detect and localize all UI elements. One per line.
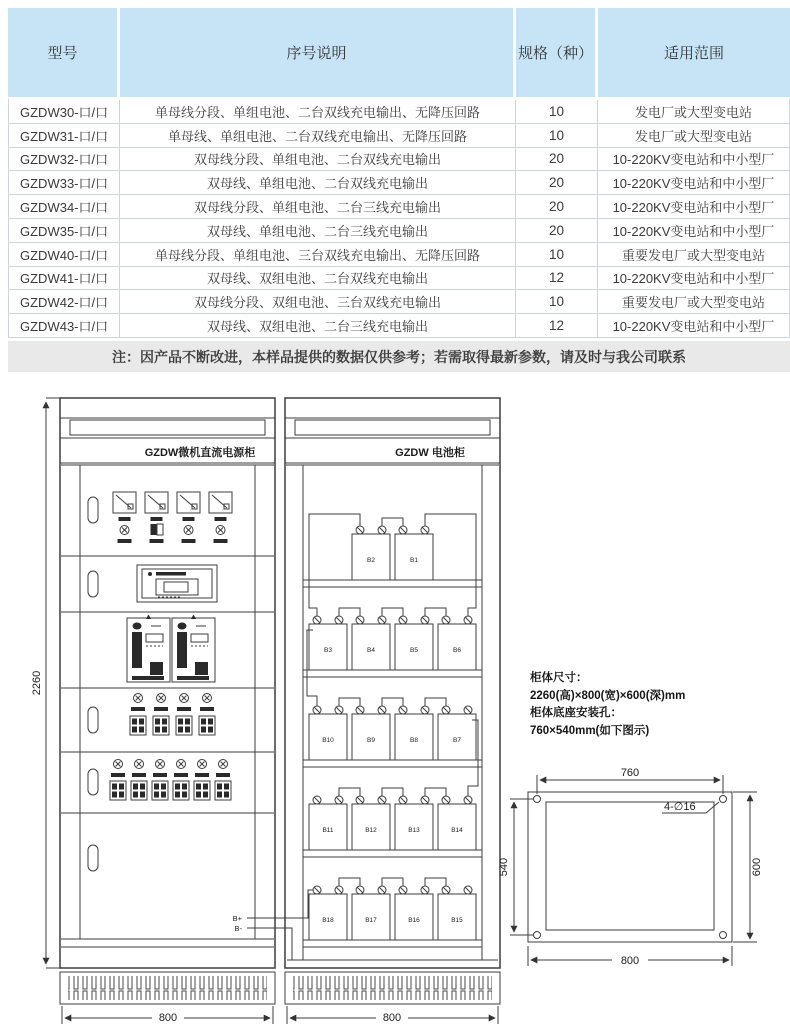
mount-left-dim-label: 540 bbox=[498, 857, 510, 877]
vent-grille bbox=[70, 420, 265, 435]
col-header-range: 适用范围 bbox=[598, 8, 790, 97]
note-bar: 注：因产品不断改进，本样品提供的数据仅供参考；若需取得最新参数，请及时与我公司联系 bbox=[8, 341, 790, 372]
cell-model: GZDW41-口/口 bbox=[9, 267, 120, 290]
mount-hole bbox=[534, 932, 541, 939]
cell-range: 10-220KV变电站和中小型厂 bbox=[612, 223, 775, 239]
cell-spec: 10 bbox=[516, 290, 598, 313]
cell-description: 双母线、双组电池、二台三线充电输出 bbox=[120, 314, 516, 337]
battery-label: B12 bbox=[365, 827, 377, 834]
cell-description: 双母线分段、双组电池、三台双线充电输出 bbox=[120, 290, 516, 313]
battery-shelf bbox=[309, 878, 476, 940]
battery-label: B5 bbox=[410, 647, 418, 654]
cell-range: 10-220KV变电站和中小型厂 bbox=[612, 176, 775, 192]
battery-shelf bbox=[309, 608, 476, 670]
cell-spec: 20 bbox=[516, 219, 598, 242]
mount-bottom-dim-label: 800 bbox=[620, 955, 640, 967]
mount-top-dim-label: 760 bbox=[620, 767, 640, 779]
door-handle bbox=[88, 769, 98, 795]
cell-description: 双母线、双组电池、二台双线充电输出 bbox=[120, 267, 516, 290]
cabinet-height-dimension bbox=[31, 398, 60, 968]
mount-hole bbox=[534, 796, 541, 803]
width-dim-label: 800 bbox=[158, 1012, 178, 1024]
bminus-label: B- bbox=[234, 924, 242, 933]
col-header-description: 序号说明 bbox=[120, 8, 516, 97]
battery-label: B4 bbox=[367, 647, 375, 654]
battery-label: B16 bbox=[408, 917, 420, 924]
cell-model: GZDW30-口/口 bbox=[9, 100, 120, 123]
cell-spec: 20 bbox=[516, 171, 598, 194]
bplus-label: B+ bbox=[232, 914, 242, 923]
cell-spec: 10 bbox=[516, 100, 598, 123]
cell-model: GZDW40-口/口 bbox=[9, 243, 120, 266]
feeder-row-6 bbox=[110, 760, 231, 801]
mount-hole bbox=[720, 932, 727, 939]
cell-range: 重要发电厂或大型变电站 bbox=[621, 247, 765, 263]
cell-model: GZDW31-口/口 bbox=[9, 124, 120, 147]
height-dim-label: 2260 bbox=[31, 670, 43, 696]
battery-label: B8 bbox=[410, 737, 418, 744]
battery-label: B13 bbox=[408, 827, 420, 834]
base-vent bbox=[68, 976, 267, 1000]
cabinet-technical-drawing bbox=[0, 390, 790, 1036]
cell-spec: 10 bbox=[516, 124, 598, 147]
table-row bbox=[9, 148, 789, 172]
battery-shelf-boards bbox=[287, 580, 498, 960]
vent-grille bbox=[295, 420, 490, 435]
left-width-dimension bbox=[62, 1006, 273, 1024]
battery-label: B9 bbox=[367, 737, 375, 744]
cell-range: 10-220KV变电站和中小型厂 bbox=[612, 319, 775, 335]
cell-description: 双母线分段、单组电池、二台双线充电输出 bbox=[120, 148, 516, 171]
feeder-row-4 bbox=[130, 694, 215, 736]
cell-range: 重要发电厂或大型变电站 bbox=[621, 295, 765, 311]
table-row bbox=[9, 267, 789, 291]
col-header-spec: 规格（种） bbox=[516, 8, 598, 97]
cell-description: 单母线、单组电池、二台双线充电输出、无降压回路 bbox=[120, 124, 516, 147]
power-cabinet-title: GZDW微机直流电源柜 bbox=[144, 447, 256, 459]
annotation-line: 2260(高)×800(宽)×600(深)mm bbox=[530, 689, 686, 702]
annotation-line: 柜体底座安装孔： bbox=[530, 707, 622, 719]
cell-description: 双母线分段、单组电池、二台三线充电输出 bbox=[120, 195, 516, 218]
battery-shelf bbox=[352, 518, 433, 580]
cell-model: GZDW43-口/口 bbox=[9, 314, 120, 337]
battery-label: B1 bbox=[410, 557, 418, 564]
cell-model: GZDW34-口/口 bbox=[9, 195, 120, 218]
mounting-hole-diagram bbox=[498, 767, 763, 967]
door-handle bbox=[88, 845, 98, 871]
table-row bbox=[9, 100, 789, 124]
battery-label: B6 bbox=[453, 647, 461, 654]
battery-string-wiring bbox=[307, 514, 478, 796]
table-body bbox=[8, 97, 790, 338]
right-width-dimension bbox=[287, 1006, 498, 1024]
battery-label: B18 bbox=[322, 917, 334, 924]
cell-model: GZDW42-口/口 bbox=[9, 290, 120, 313]
cell-range: 10-220KV变电站和中小型厂 bbox=[612, 200, 775, 216]
mount-hole bbox=[720, 796, 727, 803]
cell-description: 双母线、单组电池、二台三线充电输出 bbox=[120, 219, 516, 242]
monitor-unit bbox=[137, 565, 217, 602]
battery-label: B2 bbox=[367, 557, 375, 564]
table-row bbox=[9, 219, 789, 243]
cell-range: 10-220KV变电站和中小型厂 bbox=[612, 271, 775, 287]
battery-label: B7 bbox=[453, 737, 461, 744]
battery-label: B3 bbox=[324, 647, 332, 654]
mount-right-dim-label: 600 bbox=[751, 857, 763, 877]
battery-shelf bbox=[309, 788, 476, 850]
battery-cabinet-drawing bbox=[285, 398, 500, 1004]
battery-cabinet-title: GZDW 电池柜 bbox=[395, 447, 465, 459]
annotation-line: 柜体尺寸： bbox=[530, 672, 588, 684]
meter-panel bbox=[113, 492, 232, 543]
cell-spec: 20 bbox=[516, 195, 598, 218]
battery-label: B10 bbox=[322, 737, 334, 744]
width-dim-label: 800 bbox=[382, 1012, 402, 1024]
battery-label: B14 bbox=[451, 827, 463, 834]
table-row bbox=[9, 171, 789, 195]
table-row bbox=[9, 195, 789, 219]
spec-table bbox=[8, 8, 790, 338]
table-row bbox=[9, 243, 789, 267]
battery-shelf bbox=[309, 698, 476, 760]
cell-model: GZDW32-口/口 bbox=[9, 148, 120, 171]
cell-spec: 20 bbox=[516, 148, 598, 171]
cell-spec: 10 bbox=[516, 243, 598, 266]
cell-description: 单母线分段、单组电池、二台双线充电输出、无降压回路 bbox=[120, 100, 516, 123]
col-header-model: 型号 bbox=[8, 8, 120, 97]
base-vent bbox=[293, 976, 492, 1000]
cell-description: 单母线分段、单组电池、三台双线充电输出、无降压回路 bbox=[120, 243, 516, 266]
cell-range: 发电厂或大型变电站 bbox=[634, 128, 752, 144]
annotation-line: 760×540mm(如下图示) bbox=[530, 724, 650, 737]
cell-spec: 12 bbox=[516, 267, 598, 290]
battery-label: B11 bbox=[322, 827, 334, 834]
battery-label: B15 bbox=[451, 917, 463, 924]
charger-modules bbox=[127, 615, 215, 683]
mount-holes-callout: 4-∅16 bbox=[664, 801, 696, 813]
battery-label: B17 bbox=[365, 917, 377, 924]
cell-description: 双母线、单组电池、二台双线充电输出 bbox=[120, 171, 516, 194]
cell-spec: 12 bbox=[516, 314, 598, 337]
door-handle bbox=[88, 571, 98, 597]
cell-model: GZDW33-口/口 bbox=[9, 171, 120, 194]
door-handle bbox=[88, 707, 98, 733]
power-cabinet-drawing bbox=[60, 398, 313, 1004]
table-row bbox=[9, 124, 789, 148]
door-handle bbox=[88, 497, 98, 523]
table-row bbox=[9, 314, 789, 338]
cell-range: 10-220KV变电站和中小型厂 bbox=[612, 152, 775, 168]
cell-model: GZDW35-口/口 bbox=[9, 219, 120, 242]
cell-range: 发电厂或大型变电站 bbox=[634, 104, 752, 120]
table-row bbox=[9, 290, 789, 314]
table-header-row bbox=[8, 8, 790, 97]
